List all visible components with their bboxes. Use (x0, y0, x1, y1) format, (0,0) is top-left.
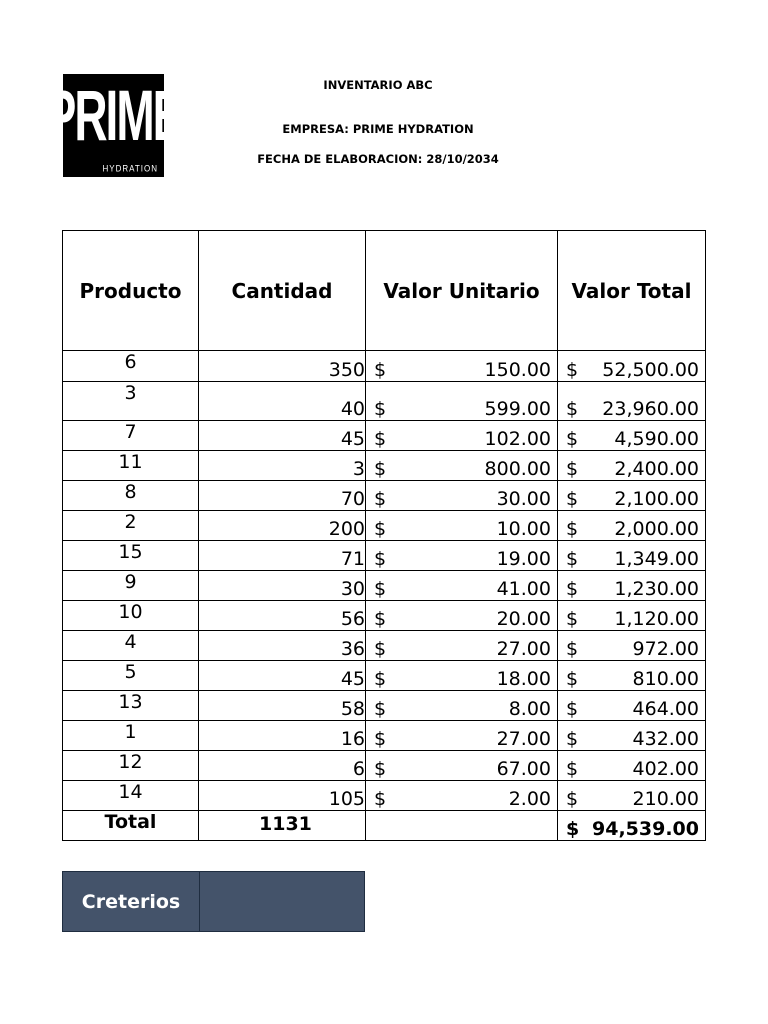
table-row (63, 541, 706, 571)
cell-valor-total (558, 571, 706, 601)
cell-valor-total (558, 451, 706, 481)
currency-symbol: $ (566, 518, 579, 540)
table-row (63, 721, 706, 751)
cell-valor-total (558, 481, 706, 511)
currency-symbol: $ (566, 578, 579, 600)
table-row (63, 421, 706, 451)
currency-symbol: $ (374, 728, 387, 750)
cell-valor-total (558, 382, 706, 421)
cell-valor-unitario-amount: 150.00 (484, 359, 551, 381)
criterios-label: Creterios (63, 872, 200, 931)
cell-valor-unitario-amount: 27.00 (496, 728, 551, 750)
cell-valor-unitario (366, 571, 558, 601)
cell-valor-unitario (366, 661, 558, 691)
cell-producto: 11 (63, 451, 199, 481)
cell-cantidad: 3 (199, 451, 366, 481)
cell-valor-total (558, 661, 706, 691)
cell-valor-total-amount: 52,500.00 (602, 359, 699, 381)
cell-producto: 5 (63, 661, 199, 691)
cell-valor-total-amount: 210.00 (632, 788, 699, 810)
cell-cantidad: 36 (199, 631, 366, 661)
cell-valor-unitario-amount: 599.00 (484, 398, 551, 420)
cell-cantidad: 30 (199, 571, 366, 601)
cell-valor-unitario-amount: 41.00 (496, 578, 551, 600)
cell-valor-total (558, 781, 706, 811)
company-line: EMPRESA: PRIME HYDRATION (282, 122, 474, 136)
cell-producto: 7 (63, 421, 199, 451)
currency-symbol: $ (566, 668, 579, 690)
cell-valor-total (558, 541, 706, 571)
table-row (63, 661, 706, 691)
cell-valor-unitario (366, 421, 558, 451)
cell-valor-unitario (366, 601, 558, 631)
cell-valor-unitario (366, 721, 558, 751)
cell-valor-total-amount: 2,000.00 (614, 518, 699, 540)
cell-valor-total-amount: 23,960.00 (602, 398, 699, 420)
totals-valor-total (558, 811, 706, 841)
column-header-producto: Producto (63, 231, 199, 351)
currency-symbol: $ (566, 398, 579, 420)
table-row (63, 691, 706, 721)
column-header-cantidad: Cantidad (199, 231, 366, 351)
cell-valor-unitario-amount: 27.00 (496, 638, 551, 660)
criterios-box (62, 871, 365, 932)
cell-valor-unitario-amount: 67.00 (496, 758, 551, 780)
cell-valor-total-amount: 2,100.00 (614, 488, 699, 510)
currency-symbol: $ (566, 788, 579, 810)
table-row (63, 351, 706, 382)
currency-symbol: $ (374, 458, 387, 480)
cell-cantidad: 200 (199, 511, 366, 541)
cell-valor-total-amount: 432.00 (632, 728, 699, 750)
currency-symbol: $ (374, 578, 387, 600)
cell-cantidad: 56 (199, 601, 366, 631)
cell-cantidad: 45 (199, 421, 366, 451)
cell-producto: 9 (63, 571, 199, 601)
cell-cantidad: 350 (199, 351, 366, 382)
criterios-value-cell (200, 872, 364, 931)
currency-symbol: $ (374, 359, 387, 381)
cell-valor-unitario (366, 351, 558, 382)
cell-producto: 8 (63, 481, 199, 511)
cell-valor-unitario-amount: 10.00 (496, 518, 551, 540)
cell-valor-total (558, 631, 706, 661)
cell-producto: 14 (63, 781, 199, 811)
totals-valor-total-amount: 94,539.00 (592, 818, 699, 840)
cell-cantidad: 45 (199, 661, 366, 691)
currency-symbol: $ (374, 488, 387, 510)
currency-symbol: $ (566, 548, 579, 570)
cell-valor-total (558, 511, 706, 541)
cell-cantidad: 105 (199, 781, 366, 811)
cell-valor-total-amount: 810.00 (632, 668, 699, 690)
prime-hydration-logo (45, 74, 182, 177)
currency-symbol: $ (566, 359, 579, 381)
currency-symbol: $ (566, 428, 579, 450)
currency-symbol: $ (374, 788, 387, 810)
cell-valor-total-amount: 2,400.00 (614, 458, 699, 480)
logo-wordmark: PRIME (45, 74, 182, 156)
document-title: INVENTARIO ABC (323, 78, 433, 92)
currency-symbol: $ (374, 428, 387, 450)
table-row (63, 481, 706, 511)
currency-symbol: $ (374, 398, 387, 420)
totals-cantidad: 1131 (199, 811, 366, 841)
cell-valor-total (558, 691, 706, 721)
cell-valor-unitario (366, 751, 558, 781)
cell-valor-unitario (366, 631, 558, 661)
cell-producto: 6 (63, 351, 199, 382)
cell-valor-unitario-amount: 102.00 (484, 428, 551, 450)
cell-valor-total-amount: 464.00 (632, 698, 699, 720)
currency-symbol: $ (566, 488, 579, 510)
currency-symbol: $ (566, 758, 579, 780)
cell-valor-total (558, 421, 706, 451)
cell-cantidad: 71 (199, 541, 366, 571)
table-row (63, 751, 706, 781)
currency-symbol: $ (374, 758, 387, 780)
currency-symbol: $ (374, 698, 387, 720)
cell-producto: 15 (63, 541, 199, 571)
cell-valor-unitario (366, 511, 558, 541)
currency-symbol: $ (566, 818, 580, 840)
cell-valor-unitario-amount: 19.00 (496, 548, 551, 570)
currency-symbol: $ (374, 548, 387, 570)
cell-producto: 4 (63, 631, 199, 661)
cell-valor-unitario-amount: 800.00 (484, 458, 551, 480)
cell-valor-unitario-amount: 8.00 (508, 698, 551, 720)
totals-empty-cell (366, 811, 558, 841)
table-row (63, 631, 706, 661)
currency-symbol: $ (374, 668, 387, 690)
cell-valor-unitario-amount: 30.00 (496, 488, 551, 510)
currency-symbol: $ (374, 518, 387, 540)
currency-symbol: $ (374, 638, 387, 660)
cell-producto: 1 (63, 721, 199, 751)
cell-producto: 2 (63, 511, 199, 541)
totals-row (63, 811, 706, 841)
cell-cantidad: 70 (199, 481, 366, 511)
cell-valor-unitario (366, 451, 558, 481)
cell-valor-total-amount: 4,590.00 (614, 428, 699, 450)
column-header-valor-unitario: Valor Unitario (366, 231, 558, 351)
cell-cantidad: 40 (199, 382, 366, 421)
cell-valor-total-amount: 1,120.00 (614, 608, 699, 630)
cell-valor-unitario (366, 382, 558, 421)
cell-cantidad: 58 (199, 691, 366, 721)
table-row (63, 781, 706, 811)
totals-label: Total (63, 811, 199, 841)
cell-valor-unitario (366, 691, 558, 721)
column-header-valor-total: Valor Total (558, 231, 706, 351)
cell-valor-unitario-amount: 2.00 (508, 788, 551, 810)
cell-producto: 10 (63, 601, 199, 631)
inventory-table (62, 230, 706, 841)
cell-cantidad: 6 (199, 751, 366, 781)
table-row (63, 571, 706, 601)
cell-valor-total-amount: 972.00 (632, 638, 699, 660)
currency-symbol: $ (374, 608, 387, 630)
cell-producto: 13 (63, 691, 199, 721)
table-header-row (63, 231, 706, 351)
cell-valor-unitario (366, 781, 558, 811)
currency-symbol: $ (566, 728, 579, 750)
cell-valor-total (558, 351, 706, 382)
cell-producto: 3 (63, 382, 199, 421)
cell-valor-unitario-amount: 18.00 (496, 668, 551, 690)
table-row (63, 382, 706, 421)
cell-valor-unitario (366, 481, 558, 511)
table-row (63, 511, 706, 541)
table-row (63, 601, 706, 631)
date-line: FECHA DE ELABORACION: 28/10/2034 (257, 152, 499, 166)
logo-subtitle: HYDRATION (102, 163, 158, 174)
cell-cantidad: 16 (199, 721, 366, 751)
cell-valor-total (558, 601, 706, 631)
currency-symbol: $ (566, 458, 579, 480)
cell-valor-total (558, 751, 706, 781)
currency-symbol: $ (566, 608, 579, 630)
currency-symbol: $ (566, 638, 579, 660)
cell-valor-total-amount: 1,230.00 (614, 578, 699, 600)
table-row (63, 451, 706, 481)
currency-symbol: $ (566, 698, 579, 720)
cell-producto: 12 (63, 751, 199, 781)
cell-valor-unitario (366, 541, 558, 571)
cell-valor-total-amount: 1,349.00 (614, 548, 699, 570)
cell-valor-total-amount: 402.00 (632, 758, 699, 780)
cell-valor-total (558, 721, 706, 751)
cell-valor-unitario-amount: 20.00 (496, 608, 551, 630)
